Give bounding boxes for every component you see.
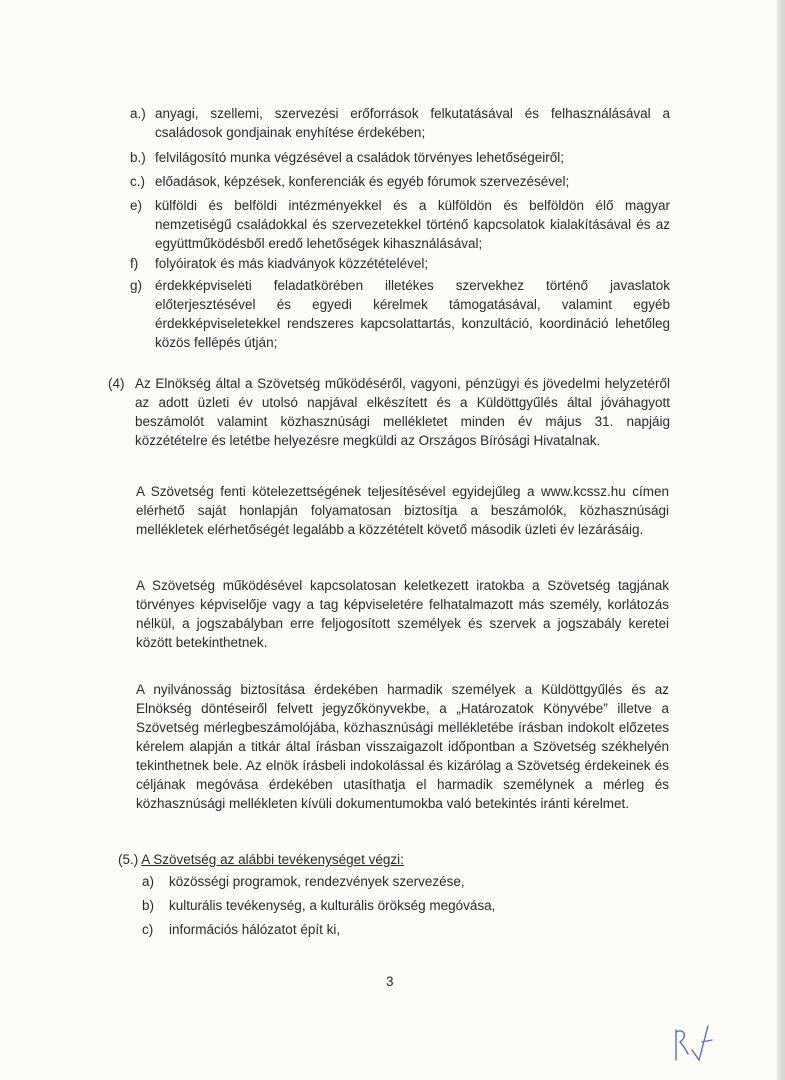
list-item	[130, 104, 670, 142]
list-text: kulturális tevékenység, a kulturális örökség megóvása,	[169, 898, 496, 913]
section-4-intro: Az Elnökség által a Szövetség működéséről, vagyoni, pénzügyi és jövedelmi helyzetéről az adott üzleti év utolsó napjával elkészített és a Küldöttgyűlés által jóváhagyott beszámolót valamint közhasznúsági mellékletet minden év május 31. napjáig közzétételre és letétbe helyezésre megküldi az Országos Bírósági Hivatalnak.	[135, 376, 670, 448]
list-text: információs hálózatot épít ki,	[169, 922, 341, 937]
list-marker: g)	[130, 278, 143, 293]
list-item	[130, 276, 670, 352]
list-item	[142, 896, 662, 915]
list-text: külföldi és belföldi intézményekkel és a külföldön és belföldön élő magyar nemzetiségű családokkal és szervezetekkel történő kapcsolatok kialakításával és az együttműködésből eredő lehetőségek kihasználásával;	[155, 198, 670, 251]
list-text: előadások, képzések, konferenciák és egyéb fórumok szervezésével;	[155, 174, 570, 189]
list-item	[130, 196, 670, 253]
list-marker: c)	[142, 922, 154, 937]
section-5-heading	[118, 850, 404, 869]
list-item	[130, 254, 670, 273]
list-marker: b.)	[130, 150, 146, 165]
list-marker: f)	[130, 256, 139, 271]
section-marker: (5.)	[118, 852, 139, 867]
section-4	[108, 374, 670, 450]
paragraph: A nyilvánosság biztosítása érdekében harmadik személyek a Küldöttgyűlés és az Elnökség döntéseiről felvett jegyzőkönyvekbe, a „Határozatok Könyvébe” illetve a Szövetség mérlegbeszámolójába, közhasznúsági mellékletébe írásban indokolt előzetes kérelem alapján a titkár által írásban visszaigazolt időpontban a Szövetség székhelyén tekinthetnek bele. Az elnök írásbeli indokolással és kizárólag a Szövetség érdekeinek és céljának megóvása érdekében utasíthatja el harmadik személynek a mérleg és közhasznúsági mellékleten kívüli dokumentumokba való betekintés iránti kérelmet.	[136, 682, 669, 811]
list-text: folyóiratok és más kiadványok közzétételével;	[155, 256, 429, 271]
list-marker: e)	[130, 198, 143, 213]
signature-initials	[672, 1020, 722, 1066]
list-text: felvilágosító munka végzésével a családok törvényes lehetőségeiről;	[155, 150, 564, 165]
paragraph: A Szövetség működésével kapcsolatosan keletkezett iratokba a Szövetség tagjának törvényes képviselője vagy a tag képviseletére felhatalmazott más személy, korlátozás nélkül, a jogszabályban erre feljogosított személyek és szervek a jogszabály keretei között betekinthetnek.	[136, 578, 669, 650]
list-marker: a.)	[130, 106, 146, 121]
list-marker: c.)	[130, 174, 145, 189]
section-marker: (4)	[108, 376, 125, 391]
page-number: 3	[386, 974, 394, 989]
list-item	[142, 872, 662, 891]
list-item	[130, 148, 670, 167]
list-marker: a)	[142, 874, 155, 889]
section-heading-text: A Szövetség az alábbi tevékenységet végzi:	[141, 852, 404, 867]
list-item	[142, 920, 662, 939]
list-item	[130, 172, 670, 191]
list-marker: b)	[142, 898, 155, 913]
paragraph: A Szövetség fenti kötelezettségének teljesítésével egyidejűleg a www.kcssz.hu címen elérhető saját honlapján folyamatosan biztosítja a beszámolók, közhasznúsági mellékletek elérhetőségét legalább a közzétételt követő második üzleti év lezárásáig.	[136, 484, 669, 537]
list-text: közösségi programok, rendezvények szervezése,	[169, 874, 465, 889]
list-text: érdekképviseleti feladatkörében illetékes szervekhez történő javaslatok előterjesztésével és egyedi kérelmek támogatásával, valamint egyéb érdekképviseletekkel rendszeres kapcsolattartás, konzultáció, koordináció lehetőleg közös fellépés útján;	[155, 278, 670, 350]
list-text: anyagi, szellemi, szervezési erőforrások felkutatásával és felhasználásával a családosok gondjainak enyhítése érdekében;	[155, 106, 670, 140]
